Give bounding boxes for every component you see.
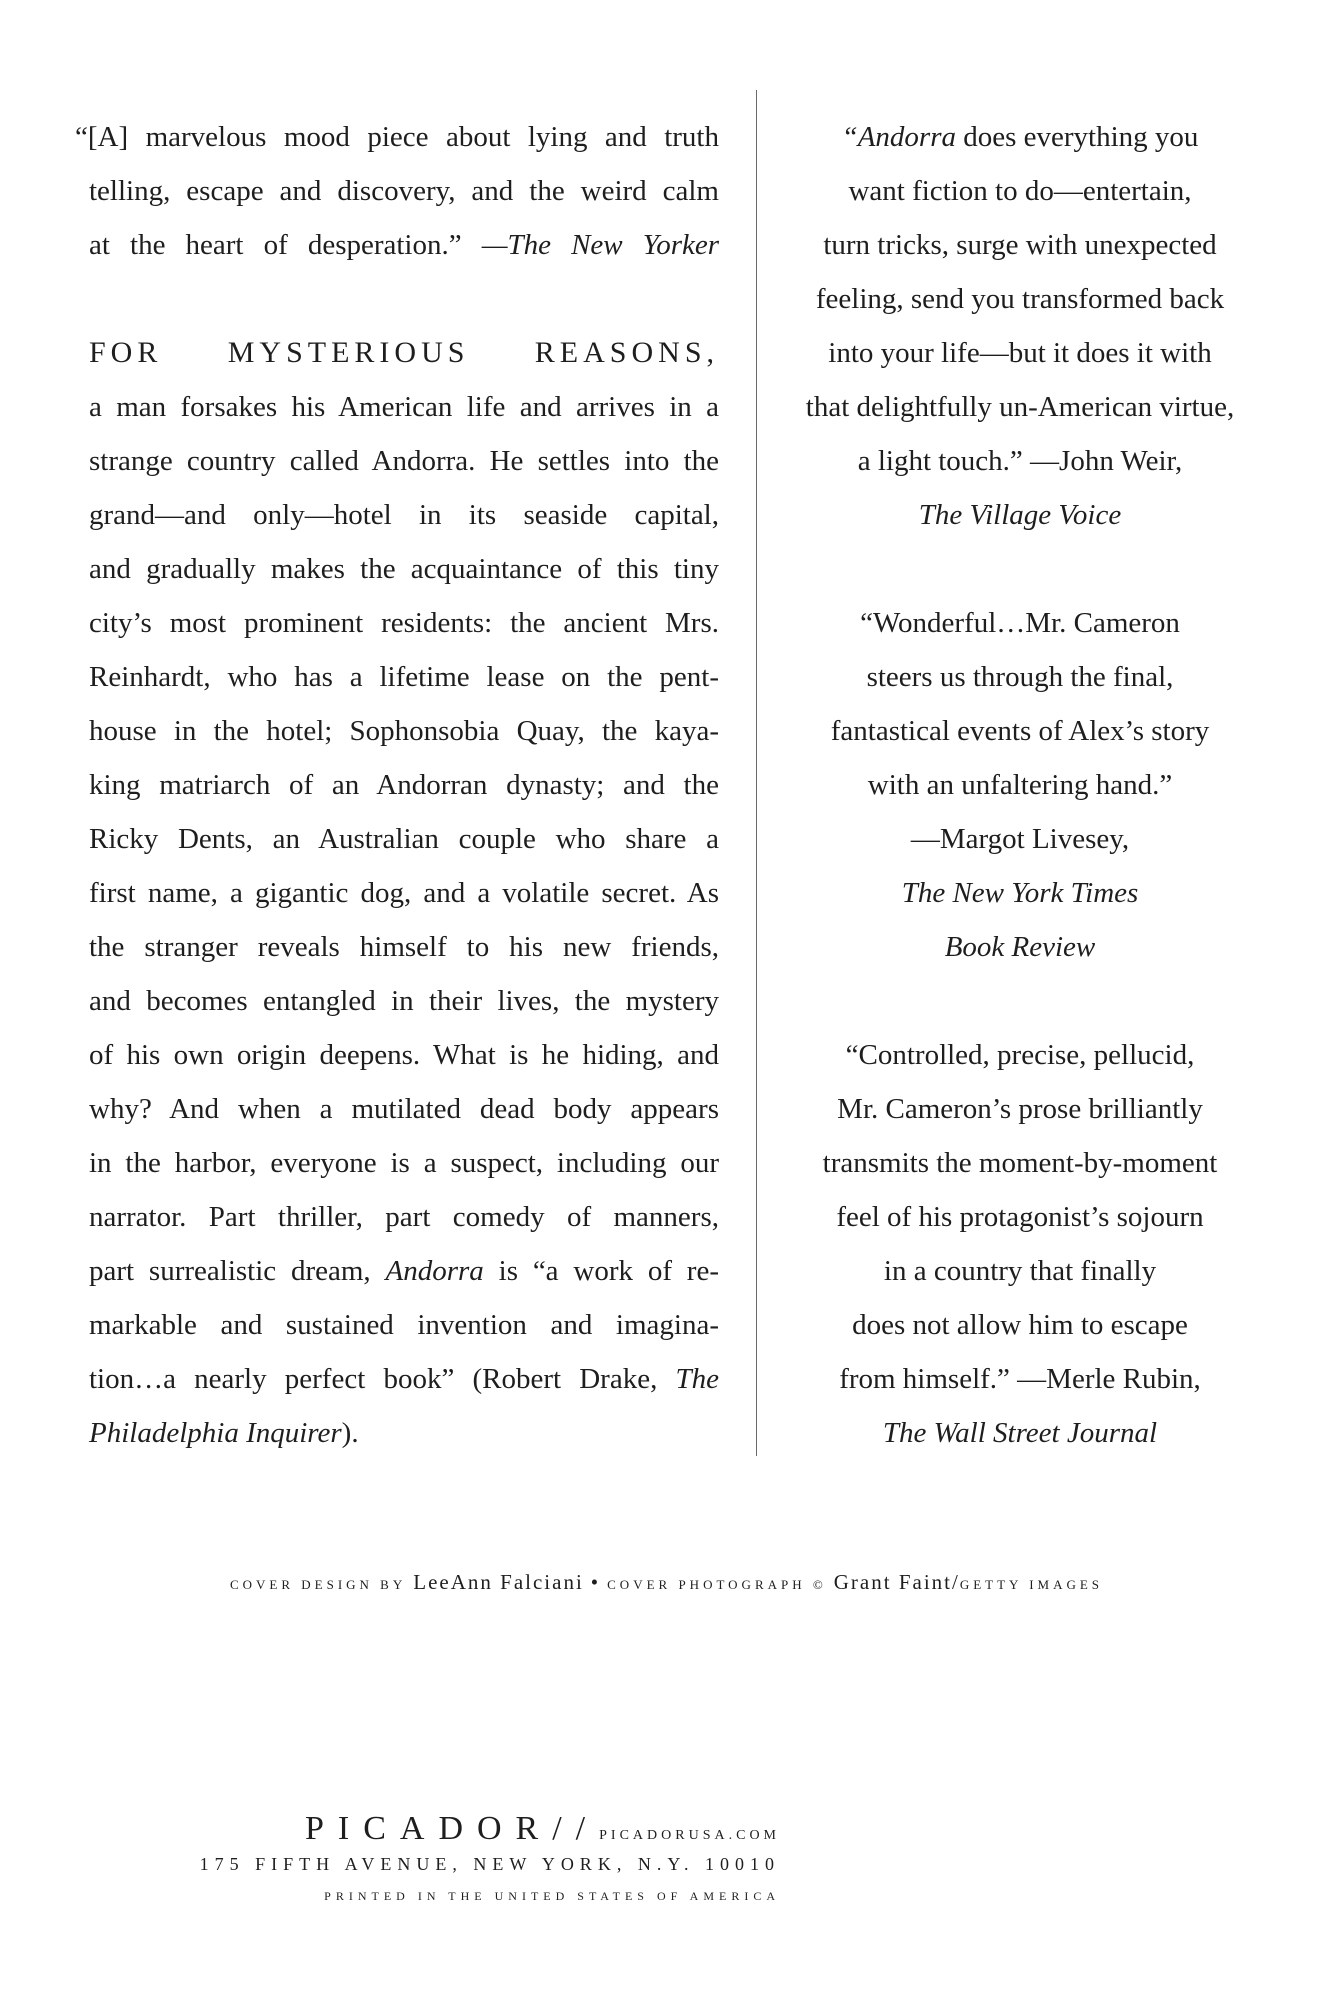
- review-line: feel of his protagonist’s sojourn: [836, 1201, 1204, 1233]
- review-line: “Controlled, precise, pellucid,: [845, 1039, 1195, 1071]
- review-line: want fiction to do—entertain,: [848, 175, 1192, 207]
- synopsis-line: markable and sustained invention and imagina-: [89, 1309, 719, 1341]
- synopsis-text: is “a work of re-: [483, 1255, 719, 1287]
- review-1: [770, 164, 1270, 488]
- publisher-name: PICADOR: [304, 1810, 553, 1847]
- credit-label: COVER PHOTOGRAPH ©: [607, 1577, 827, 1592]
- photo-agency: GETTY IMAGES: [959, 1577, 1104, 1592]
- review-line: steers us through the final,: [866, 661, 1174, 693]
- cover-credits: [0, 1570, 1333, 1595]
- review-source: Book Review: [944, 931, 1096, 963]
- synopsis-line: of his own origin deepens. What is he hiding, and: [89, 1039, 719, 1071]
- quote-text: at the heart of desperation.”: [89, 229, 462, 261]
- publisher-imprint: [150, 1810, 780, 1904]
- review-line: Mr. Cameron’s prose brilliantly: [837, 1093, 1203, 1125]
- synopsis: [89, 380, 719, 1244]
- review-line: in a country that finally: [883, 1255, 1157, 1287]
- review-line: turn tricks, surge with unexpected: [823, 229, 1217, 261]
- review-line: that delightfully un-American virtue,: [805, 391, 1235, 423]
- publication-name: Philadelphia Inquirer: [89, 1417, 342, 1449]
- synopsis-text: tion…a nearly perfect book” (Robert Drake,: [89, 1363, 676, 1395]
- printed-in: PRINTED IN THE UNITED STATES OF AMERICA: [324, 1889, 780, 1903]
- spacer: [770, 542, 1270, 596]
- credit-label: COVER DESIGN BY: [229, 1577, 407, 1592]
- review-source: The Village Voice: [918, 499, 1122, 531]
- synopsis-lead-in: FOR MYSTERIOUS REASONS,: [89, 336, 719, 369]
- review-line: with an unfaltering hand.”: [867, 769, 1173, 801]
- synopsis-line: the stranger reveals himself to his new friends,: [89, 931, 719, 963]
- synopsis-line: [89, 1406, 719, 1460]
- bullet-separator: •: [590, 1570, 601, 1594]
- photographer-name: Grant Faint: [833, 1570, 952, 1594]
- quote-line: telling, escape and discovery, and the weird calm: [89, 175, 719, 207]
- review-line: fantastical events of Alex’s story: [830, 715, 1210, 747]
- synopsis-line: in the harbor, everyone is a suspect, including our: [89, 1147, 719, 1179]
- review-line: does not allow him to escape: [852, 1309, 1188, 1341]
- spacer: [89, 272, 719, 326]
- review-line: feeling, send you transformed back: [815, 283, 1225, 315]
- spacer: [770, 974, 1270, 1028]
- right-column: [770, 110, 1270, 1460]
- publisher-address: 175 FIFTH AVENUE, NEW YORK, N.Y. 10010: [199, 1854, 780, 1874]
- review-line: “Wonderful…Mr. Cameron: [860, 607, 1180, 639]
- publisher-line: [150, 1810, 780, 1848]
- review-3: [770, 1028, 1270, 1406]
- slashes: //: [552, 1810, 600, 1847]
- book-title: Andorra: [385, 1255, 484, 1287]
- quote-line: [89, 218, 719, 272]
- quote-source: —The New Yorker: [481, 229, 720, 261]
- review-source: The New York Times: [901, 877, 1139, 909]
- synopsis-line: grand—and only—hotel in its seaside capital,: [89, 499, 719, 531]
- synopsis-line: city’s most prominent residents: the ancient Mrs.: [89, 607, 719, 639]
- review-line: [770, 110, 1270, 164]
- synopsis-line: king matriarch of an Andorran dynasty; and the: [89, 769, 719, 801]
- synopsis-line: house in the hotel; Sophonsobia Quay, the kaya-: [89, 715, 719, 747]
- synopsis-line: and becomes entangled in their lives, the mystery: [89, 985, 719, 1017]
- slash: /: [951, 1570, 960, 1594]
- review-line: from himself.” —Merle Rubin,: [839, 1363, 1201, 1395]
- publisher-url: PICADORUSA.COM: [599, 1828, 780, 1843]
- review-source: The Wall Street Journal: [882, 1417, 1158, 1449]
- synopsis-text: ).: [341, 1417, 359, 1449]
- left-column: [75, 110, 720, 1460]
- synopsis-line: [89, 1352, 719, 1406]
- synopsis-line: [89, 1244, 719, 1298]
- column-divider: [756, 90, 757, 1456]
- review-line: a light touch.” —John Weir,: [857, 445, 1183, 477]
- quote-line: “[A] marvelous mood piece about lying and truth: [75, 121, 719, 153]
- review-line: into your life—but it does it with: [828, 337, 1212, 369]
- synopsis-text: part surrealistic dream,: [89, 1255, 386, 1287]
- synopsis-line: first name, a gigantic dog, and a volatile secret. As: [89, 877, 719, 909]
- synopsis-line: a man forsakes his American life and arrives in a: [89, 391, 719, 423]
- synopsis-line: Reinhardt, who has a lifetime lease on the pent-: [89, 661, 719, 693]
- designer-name: LeeAnn Falciani: [413, 1570, 584, 1594]
- review-line: transmits the moment-by-moment: [822, 1147, 1218, 1179]
- synopsis-line: Ricky Dents, an Australian couple who share a: [89, 823, 719, 855]
- review-2: [770, 596, 1270, 866]
- review-line: —Margot Livesey,: [910, 823, 1130, 855]
- review-text: does everything you: [956, 121, 1199, 153]
- book-title: “Andorra: [841, 121, 956, 153]
- synopsis-line: why? And when a mutilated dead body appears: [89, 1093, 719, 1125]
- synopsis-line: strange country called Andorra. He settles into the: [89, 445, 719, 477]
- publication-name: The: [675, 1363, 719, 1395]
- synopsis-line: narrator. Part thriller, part comedy of manners,: [89, 1201, 719, 1233]
- synopsis-line: and gradually makes the acquaintance of this tiny: [89, 553, 719, 585]
